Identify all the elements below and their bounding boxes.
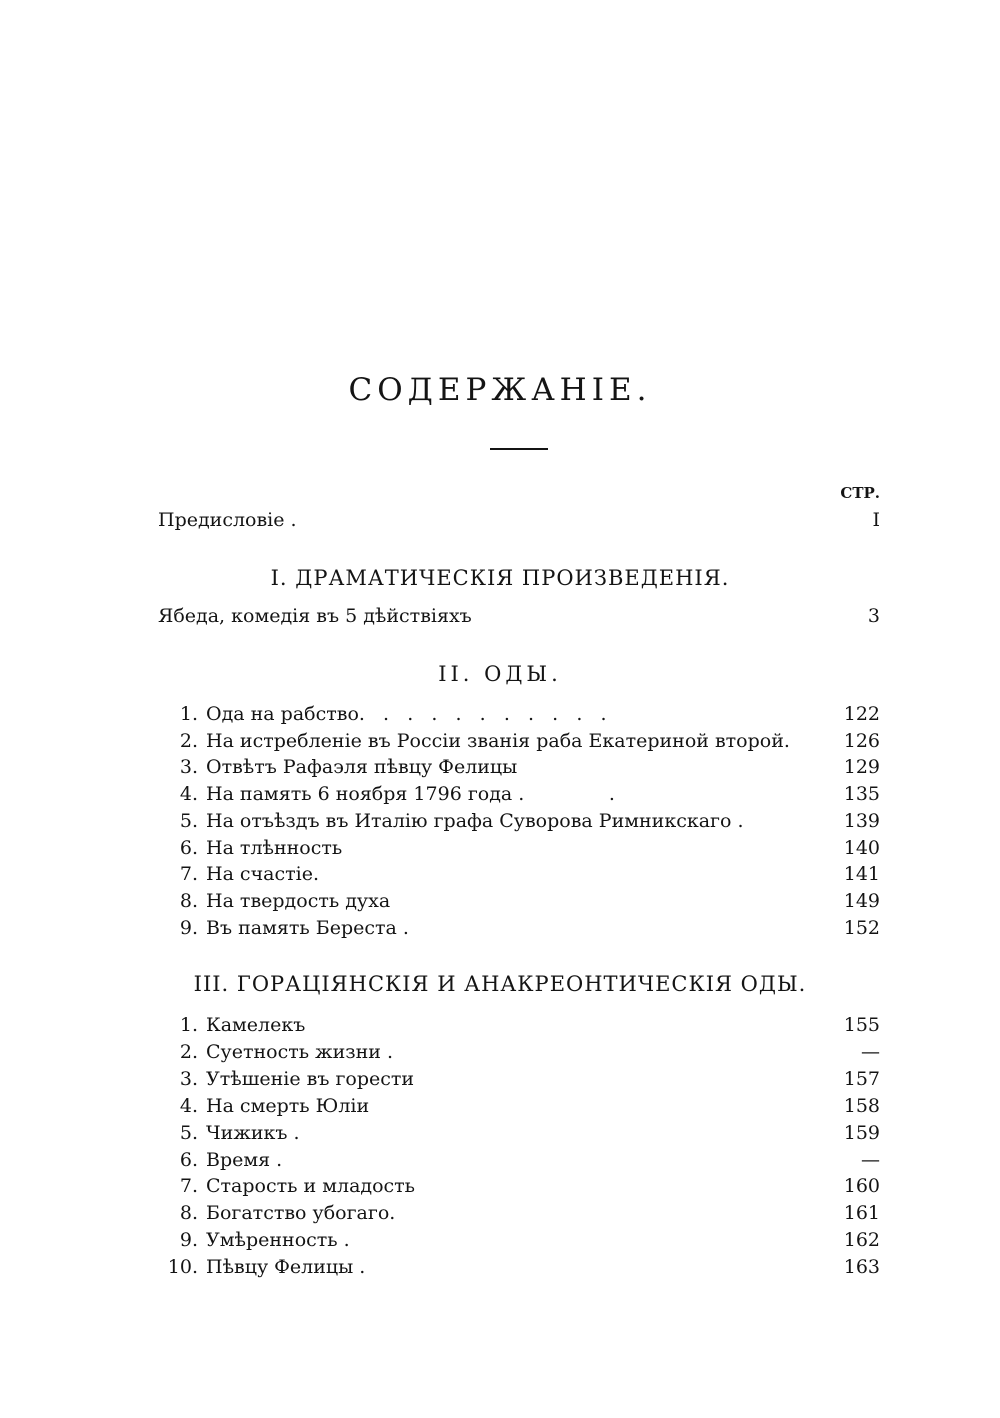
entry-number: 8. [179, 1202, 198, 1225]
entry-page: 160 [843, 1175, 880, 1198]
entry-label: Суетность жизни . [206, 1040, 394, 1063]
toc-entry[interactable] [158, 1039, 880, 1065]
entry-page: 129 [843, 756, 880, 779]
entry-label: Предисловіе . [158, 509, 297, 531]
entry-number: 7. [179, 863, 198, 886]
toc-entry[interactable] [158, 861, 880, 887]
entry-label: На смерть Юліи [206, 1094, 370, 1117]
entry-page: 157 [843, 1067, 880, 1090]
entry-page: 141 [843, 863, 880, 886]
toc-entry[interactable] [158, 1066, 880, 1092]
entry-page: 158 [843, 1094, 880, 1117]
page-title: СОДЕРЖАНІЕ. [348, 372, 652, 408]
toc-entry[interactable] [158, 1093, 880, 1119]
entry-label: Камелекъ [206, 1014, 306, 1036]
entry-label: На тлѣнность [206, 836, 343, 859]
section-heading-odes: II. ОДЫ. [438, 662, 562, 686]
toc-entry[interactable] [158, 1120, 880, 1146]
toc-entry[interactable] [158, 1012, 880, 1038]
entry-number: 7. [179, 1175, 198, 1198]
entry-number: 2. [179, 729, 198, 752]
toc-entry[interactable] [158, 701, 880, 727]
toc-entry[interactable] [158, 1200, 880, 1226]
entry-page: 163 [843, 1256, 880, 1279]
entry-number: 9. [179, 1229, 198, 1252]
entry-page: 135 [843, 783, 880, 806]
entry-page: 139 [843, 809, 880, 832]
entry-label: Старость и младость [206, 1175, 416, 1198]
toc-entry[interactable] [158, 835, 880, 861]
entry-label: На твердость духа [206, 889, 391, 912]
toc-entry[interactable] [158, 754, 880, 780]
entry-number: 8. [179, 889, 198, 912]
entry-page: 161 [843, 1202, 880, 1225]
entry-page: 162 [843, 1229, 880, 1252]
entry-number: 4. [179, 1094, 198, 1117]
entry-number: 10. [167, 1256, 198, 1279]
entry-page: 122 [843, 703, 880, 725]
entry-label: Въ память Береста . [206, 916, 409, 939]
entry-page: 140 [843, 836, 880, 859]
toc-entry[interactable] [158, 728, 880, 754]
entry-number: 5. [179, 809, 198, 832]
page-column-label: СТР. [840, 484, 880, 502]
entry-page: I [872, 509, 880, 531]
toc-entry[interactable] [158, 915, 880, 941]
toc-entry[interactable] [158, 1173, 880, 1199]
toc-entry[interactable] [158, 1227, 880, 1253]
entry-label: Утѣшеніе въ горести [206, 1067, 415, 1090]
entry-label: Ябеда, комедія въ 5 дѣйствіяхъ [158, 605, 472, 627]
entry-label: Богатство убогаго. [206, 1202, 396, 1225]
entry-page: 126 [843, 729, 880, 752]
entry-label: Чижикъ . [206, 1121, 300, 1144]
section-heading-horatian-odes: III. ГОРАЦІЯНСКІЯ И АНАКРЕОНТИЧЕСКІЯ ОДЫ. [193, 972, 807, 996]
toc-entry[interactable] [158, 808, 880, 834]
entry-number: 3. [179, 756, 198, 779]
entry-label: На истребленіе въ Россіи званія раба Екатериной второй. [206, 729, 790, 752]
entry-number: 5. [179, 1121, 198, 1144]
entry-number: 4. [179, 783, 198, 806]
entry-label: На счастіе. [206, 863, 319, 886]
entry-label: Отвѣтъ Рафаэля пѣвцу Фелицы [206, 756, 518, 779]
entry-label: Ода на рабство. . . . . . . . . . . [206, 703, 607, 725]
section-heading-dramatic: I. ДРАМАТИЧЕСКІЯ ПРОИЗВЕДЕНІЯ. [270, 566, 730, 590]
entry-number: 3. [179, 1067, 198, 1090]
entry-number: 1. [179, 703, 198, 725]
entry-label: Умѣренность . [206, 1229, 350, 1252]
toc-entry[interactable] [158, 781, 880, 807]
entry-label: На память 6 ноября 1796 года . . [206, 783, 615, 806]
toc-entry[interactable] [158, 888, 880, 914]
entry-page: — [861, 1148, 880, 1171]
toc-entry[interactable] [158, 1147, 880, 1173]
entry-number: 6. [179, 836, 198, 859]
entry-label: На отъѣздъ въ Италію графа Суворова Римникскаго . [206, 809, 744, 832]
entry-number: 2. [179, 1040, 198, 1063]
toc-entry-preface[interactable] [158, 507, 880, 533]
toc-entry[interactable] [158, 1254, 880, 1280]
entry-number: 9. [179, 916, 198, 939]
entry-page: 152 [843, 916, 880, 939]
title-rule [490, 448, 548, 450]
entry-page: 3 [867, 605, 880, 627]
entry-label: Пѣвцу Фелицы . [206, 1256, 366, 1279]
entry-page: 159 [843, 1121, 880, 1144]
entry-page: 155 [843, 1014, 880, 1036]
entry-number: 6. [179, 1148, 198, 1171]
entry-label: Время . [206, 1148, 283, 1171]
entry-number: 1. [179, 1014, 198, 1036]
entry-page: — [861, 1040, 880, 1063]
toc-entry[interactable] [158, 603, 880, 629]
entry-page: 149 [843, 889, 880, 912]
